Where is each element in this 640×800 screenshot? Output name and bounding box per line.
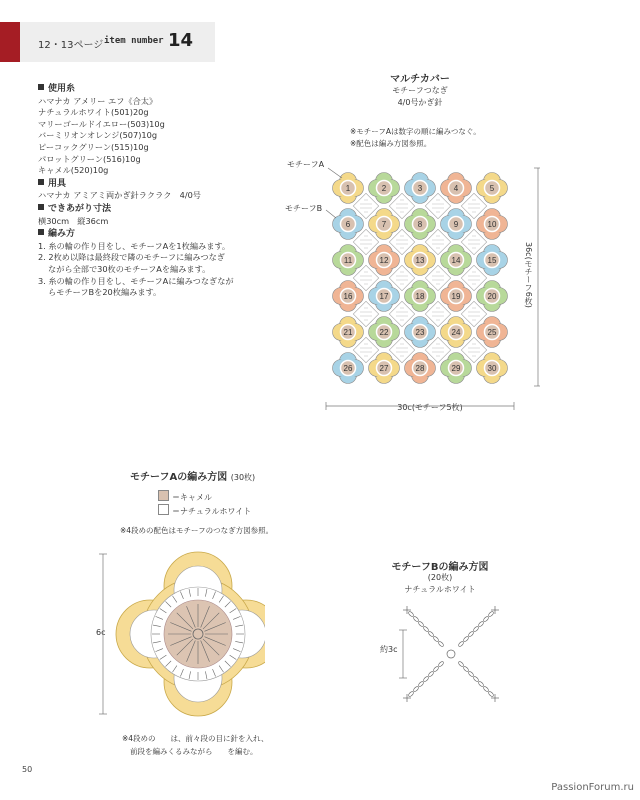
chain-stitch — [483, 616, 490, 623]
legend-camel: ＝キャメル — [158, 490, 212, 503]
yarn-line: マリーゴールドイエロー(503)10g — [38, 118, 165, 129]
chain-stitch — [463, 636, 470, 643]
motif-number: 25 — [487, 328, 497, 337]
method-line: ながら全部で30枚のモチーフAを編みます。 — [48, 263, 211, 274]
motif-number: 9 — [453, 220, 459, 229]
motif-a-8 — [405, 209, 436, 240]
cover-title: マルチカバー — [390, 74, 450, 85]
method-line: 2. 2枚め以降は最終段で隣のモチーフに編みつなぎ — [38, 252, 225, 263]
motif-number: 29 — [451, 364, 461, 373]
chain-stitch — [463, 666, 470, 673]
motif-number: 26 — [343, 364, 353, 373]
motif-number: 28 — [415, 364, 425, 373]
chain-stitch — [428, 631, 435, 638]
motif-a-22 — [369, 317, 400, 348]
motif-number: 7 — [381, 220, 387, 229]
motif-b-cell — [461, 301, 486, 326]
motif-a-26 — [333, 353, 364, 384]
motif-a-pointer-label: モチーフA — [287, 160, 325, 169]
motif-a-18 — [405, 281, 436, 312]
cover-note-1: ※モチーフAは数字の順に編みつなぐ。 — [350, 127, 481, 136]
cover-subtitle: モチーフつなぎ — [392, 86, 448, 95]
chain-stitch — [478, 681, 485, 688]
chain-stitch — [438, 641, 445, 648]
header-item-label: item number — [104, 36, 164, 46]
method-line: 3. 糸の輪の作り目をし、モチーフAに編みつなぎなが — [38, 275, 234, 286]
motif-b-cell — [389, 337, 414, 362]
motif-a-9 — [441, 209, 472, 240]
motif-number: 21 — [343, 328, 353, 337]
chain-stitch — [458, 661, 465, 668]
chain-stitch — [473, 626, 480, 633]
chain-stitch — [478, 621, 485, 628]
camel-swatch — [158, 490, 169, 501]
motif-b-cell — [461, 337, 486, 362]
tools-heading: 用具 — [38, 179, 278, 191]
motif-a-bottom-note-1: ※4段めの は、前々段の目に針を入れ、 — [122, 734, 269, 743]
motif-a-27 — [369, 353, 400, 384]
motif-number: 6 — [345, 220, 351, 229]
chain-stitch — [418, 681, 425, 688]
yarn-line: ピーコックグリーン(515)10g — [38, 141, 149, 152]
motif-a-10 — [477, 209, 508, 240]
yarn-line: キャメル(520)10g — [38, 165, 109, 176]
chain-stitch — [433, 636, 440, 643]
motif-b-cell — [389, 229, 414, 254]
chain-stitch — [408, 611, 415, 618]
motif-a-29 — [441, 353, 472, 384]
motif-b-title: モチーフBの編み方図 — [391, 562, 489, 573]
motif-a-11 — [333, 245, 364, 276]
chain-stitch — [408, 691, 415, 698]
cover-height-label: 36c(モチーフ6枚) — [524, 242, 533, 308]
page-number: 50 — [22, 765, 33, 774]
motif-b-cell — [353, 229, 378, 254]
motif-b-cell — [389, 301, 414, 326]
header-accent — [0, 22, 20, 62]
white-swatch — [158, 504, 169, 515]
motif-number: 8 — [417, 220, 423, 229]
motif-a-size: 6c — [96, 628, 106, 637]
motif-b-cell — [389, 193, 414, 218]
motif-b-diagram — [395, 600, 505, 710]
motif-a-13 — [405, 245, 436, 276]
motif-a-21 — [333, 317, 364, 348]
motif-a-28 — [405, 353, 436, 384]
motif-b-cell — [425, 229, 450, 254]
motif-b-color: ナチュラルホワイト — [404, 585, 476, 594]
motif-number: 23 — [415, 328, 425, 337]
motif-number: 13 — [415, 256, 425, 265]
chain-stitch — [473, 676, 480, 683]
yarn-line: バーミリオンオレンジ(507)10g — [38, 130, 158, 141]
motif-a-14 — [441, 245, 472, 276]
motif-a-19 — [441, 281, 472, 312]
motif-b-cell — [353, 301, 378, 326]
size-line: 横30cm 縦36cm — [38, 215, 109, 226]
motif-number: 5 — [489, 184, 495, 193]
chain-stitch — [413, 686, 420, 693]
yarn-line: パロットグリーン(516)10g — [38, 153, 141, 164]
motif-b-count: (20枚) — [427, 573, 453, 582]
chain-stitch — [468, 631, 475, 638]
motif-number: 16 — [343, 292, 353, 301]
motif-number: 14 — [451, 256, 461, 265]
method-line: 1. 糸の輪の作り目をし、モチーフAを1枚編みます。 — [38, 240, 231, 251]
motif-number: 22 — [379, 328, 389, 337]
chain-stitch — [488, 611, 495, 618]
yarn-line: ナチュラルホワイト(501)20g — [38, 107, 149, 118]
motif-b-cell — [461, 229, 486, 254]
cover-width-label: 30c(モチーフ5枚) — [397, 403, 463, 412]
chain-stitch — [423, 626, 430, 633]
watermark: PassionForum.ru — [551, 782, 634, 793]
motif-b-cell — [425, 337, 450, 362]
motif-a-30 — [477, 353, 508, 384]
motif-number: 11 — [343, 256, 353, 265]
motif-number: 19 — [451, 292, 461, 301]
motif-a-6 — [333, 209, 364, 240]
motif-number: 27 — [379, 364, 389, 373]
motif-b-cell — [425, 193, 450, 218]
motif-number: 15 — [487, 256, 497, 265]
method-heading: 編み方 — [38, 229, 278, 241]
yarn-heading: 使用糸 — [38, 84, 278, 96]
motif-b-cell — [353, 337, 378, 362]
chain-stitch — [488, 691, 495, 698]
motif-number: 1 — [345, 184, 351, 193]
tools-line: ハマナカ アミアミ両かぎ針ラクラク 4/0号 — [38, 190, 201, 201]
motif-number: 12 — [379, 256, 389, 265]
chain-stitch — [428, 671, 435, 678]
chain-stitch — [418, 621, 425, 628]
motif-number: 3 — [417, 184, 423, 193]
method-line: らモチーフBを20枚編みます。 — [48, 287, 162, 298]
chain-stitch — [423, 676, 430, 683]
motif-a-16 — [333, 281, 364, 312]
chain-stitch — [483, 686, 490, 693]
cover-layout-diagram — [280, 160, 540, 420]
cover-note-2: ※配色は編み方図参照。 — [350, 139, 432, 148]
legend-white: ＝ナチュラルホワイト — [158, 504, 251, 517]
motif-a-25 — [477, 317, 508, 348]
motif-a-1 — [333, 173, 364, 204]
motif-a-15 — [477, 245, 508, 276]
motif-a-17 — [369, 281, 400, 312]
motif-a-bottom-note-2: 前段を編みくるみながら を編む。 — [130, 747, 258, 756]
motif-b-size: 約3c — [380, 645, 398, 654]
motif-number: 20 — [487, 292, 497, 301]
motif-b-cell — [425, 301, 450, 326]
chain-stitch — [413, 616, 420, 623]
motif-b-cell — [353, 193, 378, 218]
cover-hook: 4/0号かぎ針 — [397, 98, 443, 107]
motif-a-7 — [369, 209, 400, 240]
motif-number: 18 — [415, 292, 425, 301]
motif-a-12 — [369, 245, 400, 276]
item-header — [0, 22, 215, 62]
chain-stitch — [433, 666, 440, 673]
chain-stitch — [468, 671, 475, 678]
motif-a-5 — [477, 173, 508, 204]
motif-number: 24 — [451, 328, 461, 337]
motif-b-cell — [353, 265, 378, 290]
header-pages: 12・13ページ — [38, 40, 104, 51]
motif-a-2 — [369, 173, 400, 204]
motif-a-note: ※4段めの配色はモチーフのつなぎ方図参照。 — [120, 526, 274, 535]
motif-b-cell — [425, 265, 450, 290]
motif-a-23 — [405, 317, 436, 348]
materials-section — [38, 82, 278, 299]
motif-b-cell — [461, 265, 486, 290]
size-heading: できあがり寸法 — [38, 204, 278, 216]
motif-b-cell — [461, 193, 486, 218]
chain-stitch — [438, 661, 445, 668]
motif-number: 4 — [453, 184, 459, 193]
motif-number: 17 — [379, 292, 389, 301]
motif-number: 30 — [487, 364, 497, 373]
motif-a-20 — [477, 281, 508, 312]
header-item-number: 14 — [168, 30, 194, 51]
motif-a-24 — [441, 317, 472, 348]
yarn-line: ハマナカ アメリー エフ《合太》 — [38, 95, 158, 106]
chain-stitch — [458, 641, 465, 648]
motif-a-4 — [441, 173, 472, 204]
motif-number: 2 — [381, 184, 387, 193]
motif-b-cell — [389, 265, 414, 290]
motif-a-3 — [405, 173, 436, 204]
motif-number: 10 — [487, 220, 497, 229]
motif-b-pointer-label: モチーフB — [285, 204, 323, 213]
motif-a-title: モチーフAの編み方図 (30枚) — [130, 472, 256, 483]
motif-a-diagram — [95, 548, 265, 718]
